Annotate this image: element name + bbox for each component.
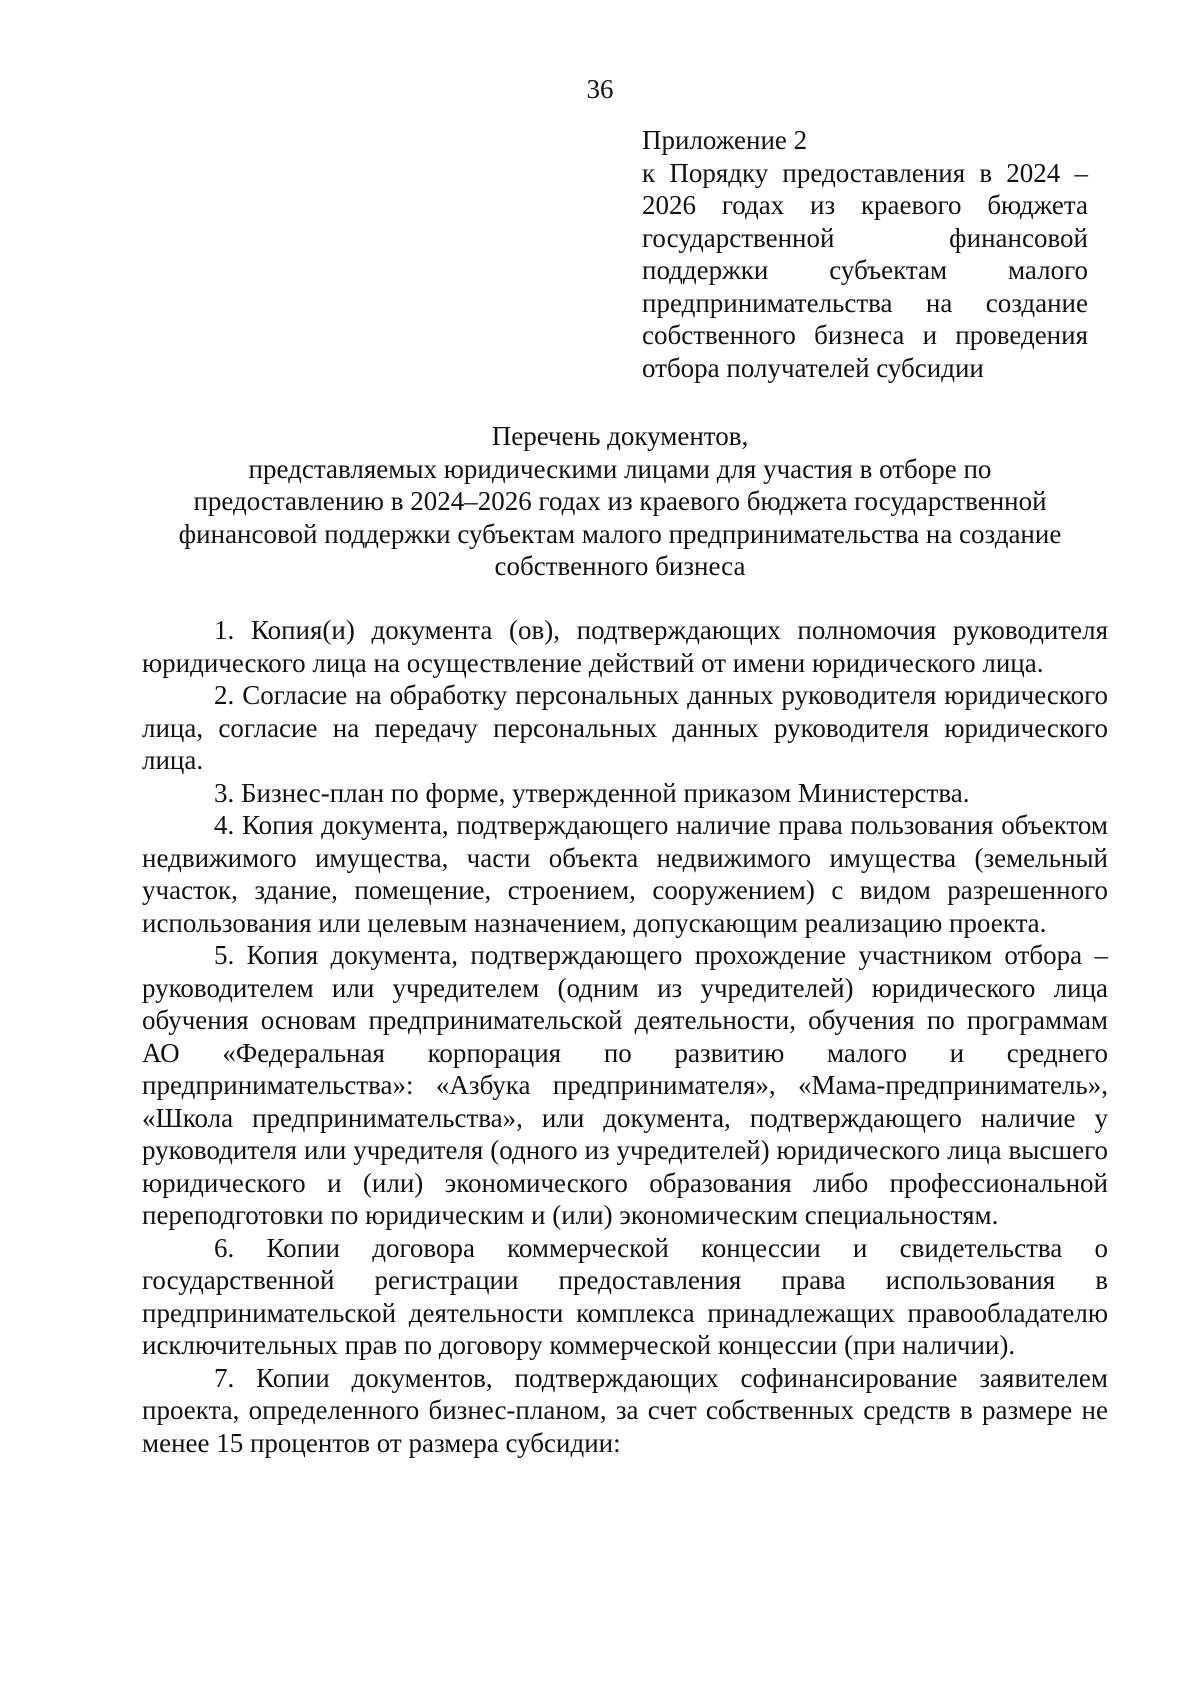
list-item: 1. Копия(и) документа (ов), подтверждающих полномочия руководителя юридического лица на осуществление действий от имени юридического лица.	[142, 615, 1108, 678]
appendix-text: к Порядку предоставления в 2024 – 2026 годах из краевого бюджета государственной финансовой поддержки субъектам малого предпринимательства на создание собственного бизнеса и проведения отбора получателей субсидии	[642, 157, 1088, 383]
document-title-line: финансовой поддержки субъектам малого предпринимательства на создание	[178, 518, 1062, 549]
appendix-title: Приложение 2	[642, 125, 808, 155]
document-title	[140, 420, 1100, 583]
document-body	[142, 614, 1108, 1459]
document-title-line: собственного бизнеса	[494, 551, 746, 581]
appendix-block	[642, 124, 1088, 384]
list-item: 6. Копии договора коммерческой концессии и свидетельства о государственной регистрации предоставления права использования в предпринимательской деятельности комплекса принадлежащих правообладателю исключительных прав по договору коммерческой концессии (при наличии).	[142, 1232, 1108, 1360]
list-item: 4. Копия документа, подтверждающего наличие права пользования объектом недвижимого имущества, части объекта недвижимого имущества (земельный участок, здание, помещение, строением, сооружением) с видом разрешенного использования или целевым назначением, допускающим реализацию проекта.	[142, 810, 1108, 938]
document-title-line: Перечень документов,	[491, 421, 749, 451]
list-item: 2. Согласие на обработку персональных данных руководителя юридического лица, согласие на передачу персональных данных руководителя юридического лица.	[142, 680, 1108, 775]
page-number: 36	[586, 74, 614, 104]
document-title-line: предоставлению в 2024–2026 годах из краевого бюджета государственной	[193, 486, 1047, 516]
list-item: 7. Копии документов, подтверждающих софинансирование заявителем проекта, определенного бизнес-планом, за счет собственных средств в размере не менее 15 процентов от размера субсидии:	[142, 1362, 1108, 1458]
document-title-line: представляемых юридическими лицами для участия в отборе по	[248, 453, 992, 484]
list-item: 5. Копия документа, подтверждающего прохождение участником отбора – руководителем или учредителем (одним из учредителей) юридического лица обучения основам предпринимательской деятельности, обучения по программам АО «Федеральная корпорация по развитию малого и среднего предпринимательства»: «Азбука предпринимателя», «Мама-предприниматель», «Школа предпринимательства», или документа, подтверждающего наличие у руководителя или учредителя (одного из учредителей) юридического лица высшего юридического и (или) экономического образования либо профессиональной переподготовки по юридическим и (или) экономическим специальностям.	[142, 940, 1108, 1230]
list-item: 3. Бизнес-план по форме, утвержденной приказом Министерства.	[214, 777, 970, 808]
